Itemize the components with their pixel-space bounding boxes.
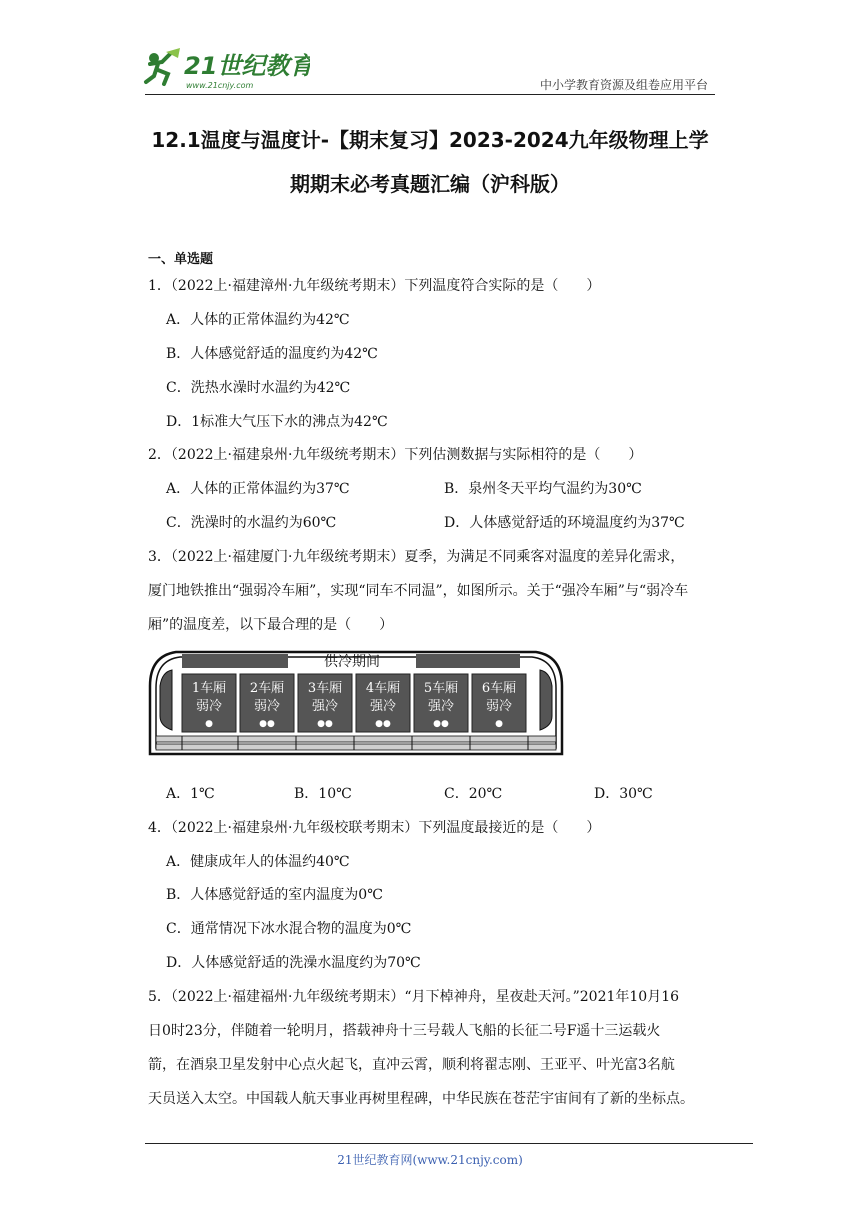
car-6 xyxy=(472,674,526,732)
question-1-option-d: D．1标准大气压下水的沸点为42℃ xyxy=(166,414,388,430)
car-4-label: 4车厢 xyxy=(365,681,401,696)
question-3-option-a: A．1℃ xyxy=(166,786,215,802)
car-6-dots: ● xyxy=(495,719,503,729)
car-5-dots: ●● xyxy=(433,719,449,729)
question-4-option-a: A．健康成年人的体温约40℃ xyxy=(166,854,350,870)
question-2-stem: 2．（2022上·福建泉州·九年级统考期末）下列估测数据与实际相符的是（ ） xyxy=(148,447,643,463)
site-logo xyxy=(140,44,310,94)
header-divider xyxy=(145,94,715,95)
car-3-label: 3车厢 xyxy=(307,681,343,696)
question-3-option-d: D．30℃ xyxy=(594,786,653,802)
question-4-option-d: D．人体感觉舒适的洗澡水温度约为70℃ xyxy=(166,955,421,971)
question-4-option-c: C．通常情况下冰水混合物的温度为0℃ xyxy=(166,921,412,937)
section-heading: 一、单选题 xyxy=(148,252,214,267)
footer-divider xyxy=(145,1143,753,1144)
question-4-stem: 4．（2022上·福建泉州·九年级校联考期末）下列温度最接近的是（ ） xyxy=(148,820,601,836)
question-3-option-c: C．20℃ xyxy=(444,786,503,802)
logo-text: 21世纪教育 xyxy=(184,52,310,80)
car-5 xyxy=(414,674,468,732)
question-3-option-b: B．10℃ xyxy=(294,786,352,802)
question-1-option-c: C．洗热水澡时水温约为42℃ xyxy=(166,380,351,396)
car-2-dots: ●● xyxy=(259,719,275,729)
question-2-option-a: A．人体的正常体温约为37℃ xyxy=(166,481,350,497)
car-3 xyxy=(298,674,352,732)
question-2-option-b: B．泉州冬天平均气温约为30℃ xyxy=(444,481,642,497)
question-2-option-d: D．人体感觉舒适的环境温度约为37℃ xyxy=(444,515,685,531)
question-1-option-a: A．人体的正常体温约为42℃ xyxy=(166,312,350,328)
car-3-mode: 强冷 xyxy=(311,699,339,714)
footer-link[interactable]: 21世纪教育网(www.21cnjy.com) xyxy=(337,1153,523,1167)
car-2 xyxy=(240,674,294,732)
car-6-label: 6车厢 xyxy=(481,681,517,696)
question-3-stem-line-2: 厦门地铁推出“强弱冷车厢”，实现“同车不同温”，如图所示。关于“强冷车厢”与“弱冷车 xyxy=(148,583,689,599)
question-2-option-c: C．洗澡时的水温约为60℃ xyxy=(166,515,337,531)
title-line-2: 期期末必考真题汇编（沪科版） xyxy=(290,172,570,196)
car-4-mode: 强冷 xyxy=(369,699,397,714)
question-5-stem-line-1: 5．（2022上·福建福州·九年级统考期末）“月下棹神舟，星夜赴天河。”2021年10月16 xyxy=(148,989,680,1005)
page-title xyxy=(110,118,750,206)
question-4-option-b: B．人体感觉舒适的室内温度为0℃ xyxy=(166,887,383,903)
question-5-stem-line-4: 天员送入太空。中国载人航天事业再树里程碑，中华民族在苍茫宇宙间有了新的坐标点。 xyxy=(148,1091,694,1107)
car-3-dots: ●● xyxy=(317,719,333,729)
car-5-label: 5车厢 xyxy=(423,681,459,696)
question-1-stem: 1．（2022上·福建漳州·九年级统考期末）下列温度符合实际的是（ ） xyxy=(148,278,601,294)
title-line-1: 12.1温度与温度计-【期末复习】2023-2024九年级物理上学 xyxy=(151,128,709,152)
question-3-stem-line-1: 3．（2022上·福建厦门·九年级统考期末）夏季，为满足不同乘客对温度的差异化需求， xyxy=(148,549,685,565)
question-1-option-b: B．人体感觉舒适的温度约为42℃ xyxy=(166,346,378,362)
question-5-stem-line-3: 箭，在酒泉卫星发射中心点火起飞，直冲云霄，顺利将翟志刚、王亚平、叶光富3名航 xyxy=(148,1057,675,1073)
car-6-mode: 弱冷 xyxy=(485,699,513,714)
car-1-label: 1车厢 xyxy=(191,681,227,696)
car-1 xyxy=(182,674,236,732)
car-4 xyxy=(356,674,410,732)
runner-logo-icon xyxy=(140,44,310,94)
banner-text: 供冷期间 xyxy=(324,654,380,670)
car-1-mode: 弱冷 xyxy=(195,699,223,714)
logo-url: www.21cnjy.com xyxy=(186,81,254,90)
platform-name: 中小学教育资源及组卷应用平台 xyxy=(539,78,708,92)
car-4-dots: ●● xyxy=(375,719,391,729)
car-5-mode: 强冷 xyxy=(427,699,455,714)
car-2-mode: 弱冷 xyxy=(253,699,281,714)
question-5-stem-line-2: 日0时23分，伴随着一轮明月，搭载神舟十三号载人飞船的长征二号F遥十三运载火 xyxy=(148,1023,661,1039)
question-3-stem-line-3: 厢”的温度差，以下最合理的是（ ） xyxy=(148,617,394,633)
car-1-dots: ● xyxy=(205,719,213,729)
subway-train-figure xyxy=(146,646,566,768)
car-2-label: 2车厢 xyxy=(249,681,285,696)
